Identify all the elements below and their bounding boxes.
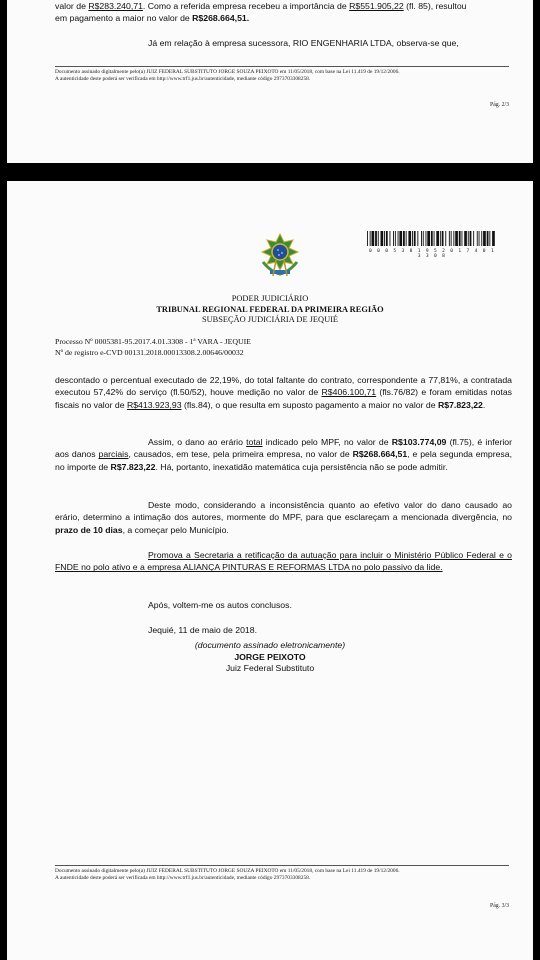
footer-divider [55,66,509,67]
barcode-icon [367,231,497,246]
footer-line-2: A autenticidade deste poderá ser verificada em http://www.trf1.jus.br/autenticidade, mediante código 2973703308258. [55,875,311,881]
text-segment: indicado pelo MPF, no valor de [262,437,392,447]
deadline-bold: prazo de 10 dias [55,524,123,535]
underlined-word: total [246,437,263,447]
text-segment: Após, voltem-me os autos conclusos. [148,600,292,610]
amount-value-bold: R$7.823,22 [437,399,483,410]
signature-note: (documento assinado eletronicamente) [194,640,346,650]
page-number: Pág. 2/3 [489,102,509,108]
underlined-word: parciais [98,449,129,460]
text-segment: (fl. 85), resultou [403,1,467,11]
paragraph-successor-company [55,37,512,49]
footer-signature-note [55,868,515,882]
text-segment: em pagamento a maior no valor de [55,13,193,24]
header-line-court: TRIBUNAL REGIONAL FEDERAL DA PRIMEIRA REGIÃO [156,304,384,314]
footer-line-2: A autenticidade deste poderá ser verificada em http://www.trf1.jus.br/autenticidade, mediante código 2973703308258. [55,76,311,82]
amount-value-bold: R$268.664,51. [192,13,250,24]
footer-divider [55,865,509,866]
court-header [7,294,533,326]
text-segment: , e pela segunda empresa, no importe de [55,449,513,472]
paragraph-damage-comparison [55,436,512,473]
footer-signature-note [55,69,515,83]
page-number: Pág. 3/3 [489,903,509,909]
amount-value: R$283.240,71 [88,1,143,11]
text-segment: (fls.84), o que resulta em suposto pagamento a maior no valor de [181,399,438,410]
amount-value-bold: R$7.823,22 [110,461,156,472]
barcode-number: 0 0 0 5 3 8 1 9 5 2 0 1 7 4 0 1 3 3 0 8 [368,249,496,259]
document-page-2 [7,0,533,163]
text-segment: , a começar pelo Município. [122,524,229,535]
footer-line-1: Documento assinado digitalmente pelo(a) JUIZ FEDERAL SUBSTITUTO JORGE SOUZA PEIXOTO em 11/05/2018, com base na Lei 11.419 de 19/12/2006. [55,69,400,75]
paragraph-rectification [55,549,512,574]
text-segment: (fl.75), é inferior aos danos [55,437,512,460]
registry-number: Nº de registro e-CVD 00131.2018.00013308.2.00646/00032 [55,348,244,357]
text-segment: . [482,399,486,410]
text-segment: (fls.76/82) e foram emitidas notas fiscais no valor de [55,387,512,410]
amount-value-bold: R$268.664,51 [352,449,408,460]
footer-line-1: Documento assinado digitalmente pelo(a) JUIZ FEDERAL SUBSTITUTO JORGE SOUZA PEIXOTO em 11/05/2018, com base na Lei 11.419 de 19/12/2006. [55,868,400,874]
text-segment: descontado o percentual executado de 22,19%, do total faltante do contrato, correspondente a 77,81%, a contratada executou 57,42% do serviço (fl.50/52), houve medição no valor de [55,375,512,398]
paragraph-conclusion [55,599,512,611]
amount-value: R$413.923,93 [126,399,182,410]
text-segment: Já em relação à empresa sucessora, RIO ENGENHARIA LTDA, observa-se que, [148,38,459,48]
document-page-3 [7,181,533,960]
signer-title: Juiz Federal Substituto [225,663,315,673]
date-line: Jequié, 11 de maio de 2018. [148,625,257,635]
text-segment: valor de [55,1,89,11]
amount-value: R$551.905,22 [349,1,404,11]
text-segment: , causados, em tese, pela primeira empresa, no valor de [128,449,353,460]
paragraph-payment-excess [55,0,512,25]
brazil-coat-of-arms-icon [257,232,303,278]
signer-name: JORGE PEIXOTO [234,651,306,662]
header-line-subsection: SUBSEÇÃO JUDICIÁRIA DE JEQUIÉ [201,315,339,324]
case-number: Processo Nº 0005381-95.2017.4.01.3308 - 1ª VARA - JEQUIE [55,337,251,346]
signature-block [7,640,533,675]
amount-value: R$406.100,71 [321,387,377,398]
underlined-order: Promova a Secretaria a retificação da autuação para incluir o Ministério Público Federal e o FNDE no polo ativo e a empresa ALIANÇA PINTURAS E REFORMAS LTDA no polo passivo da lide. [55,550,512,573]
paragraph-determination [55,499,512,536]
paragraph-date [55,624,512,636]
text-segment: . Como a referida empresa recebeu a importância de [142,1,350,11]
paragraph-second-company [55,374,512,411]
text-segment: Assim, o dano ao erário [148,437,247,447]
header-line-power: PODER JUDICIÁRIO [231,294,309,303]
case-identifiers [55,336,251,358]
text-segment: Deste modo, considerando a inconsistência quanto ao efetivo valor do dano causado ao erário, determino a intimação dos autores, mormente do MPF, para que esclareçam a mencionada divergência, no [55,500,512,523]
amount-value-bold: R$103.774,09 [391,437,447,447]
text-segment: . Há, portanto, inexatidão matemática cuja persistência não se pode admitir. [155,461,448,472]
